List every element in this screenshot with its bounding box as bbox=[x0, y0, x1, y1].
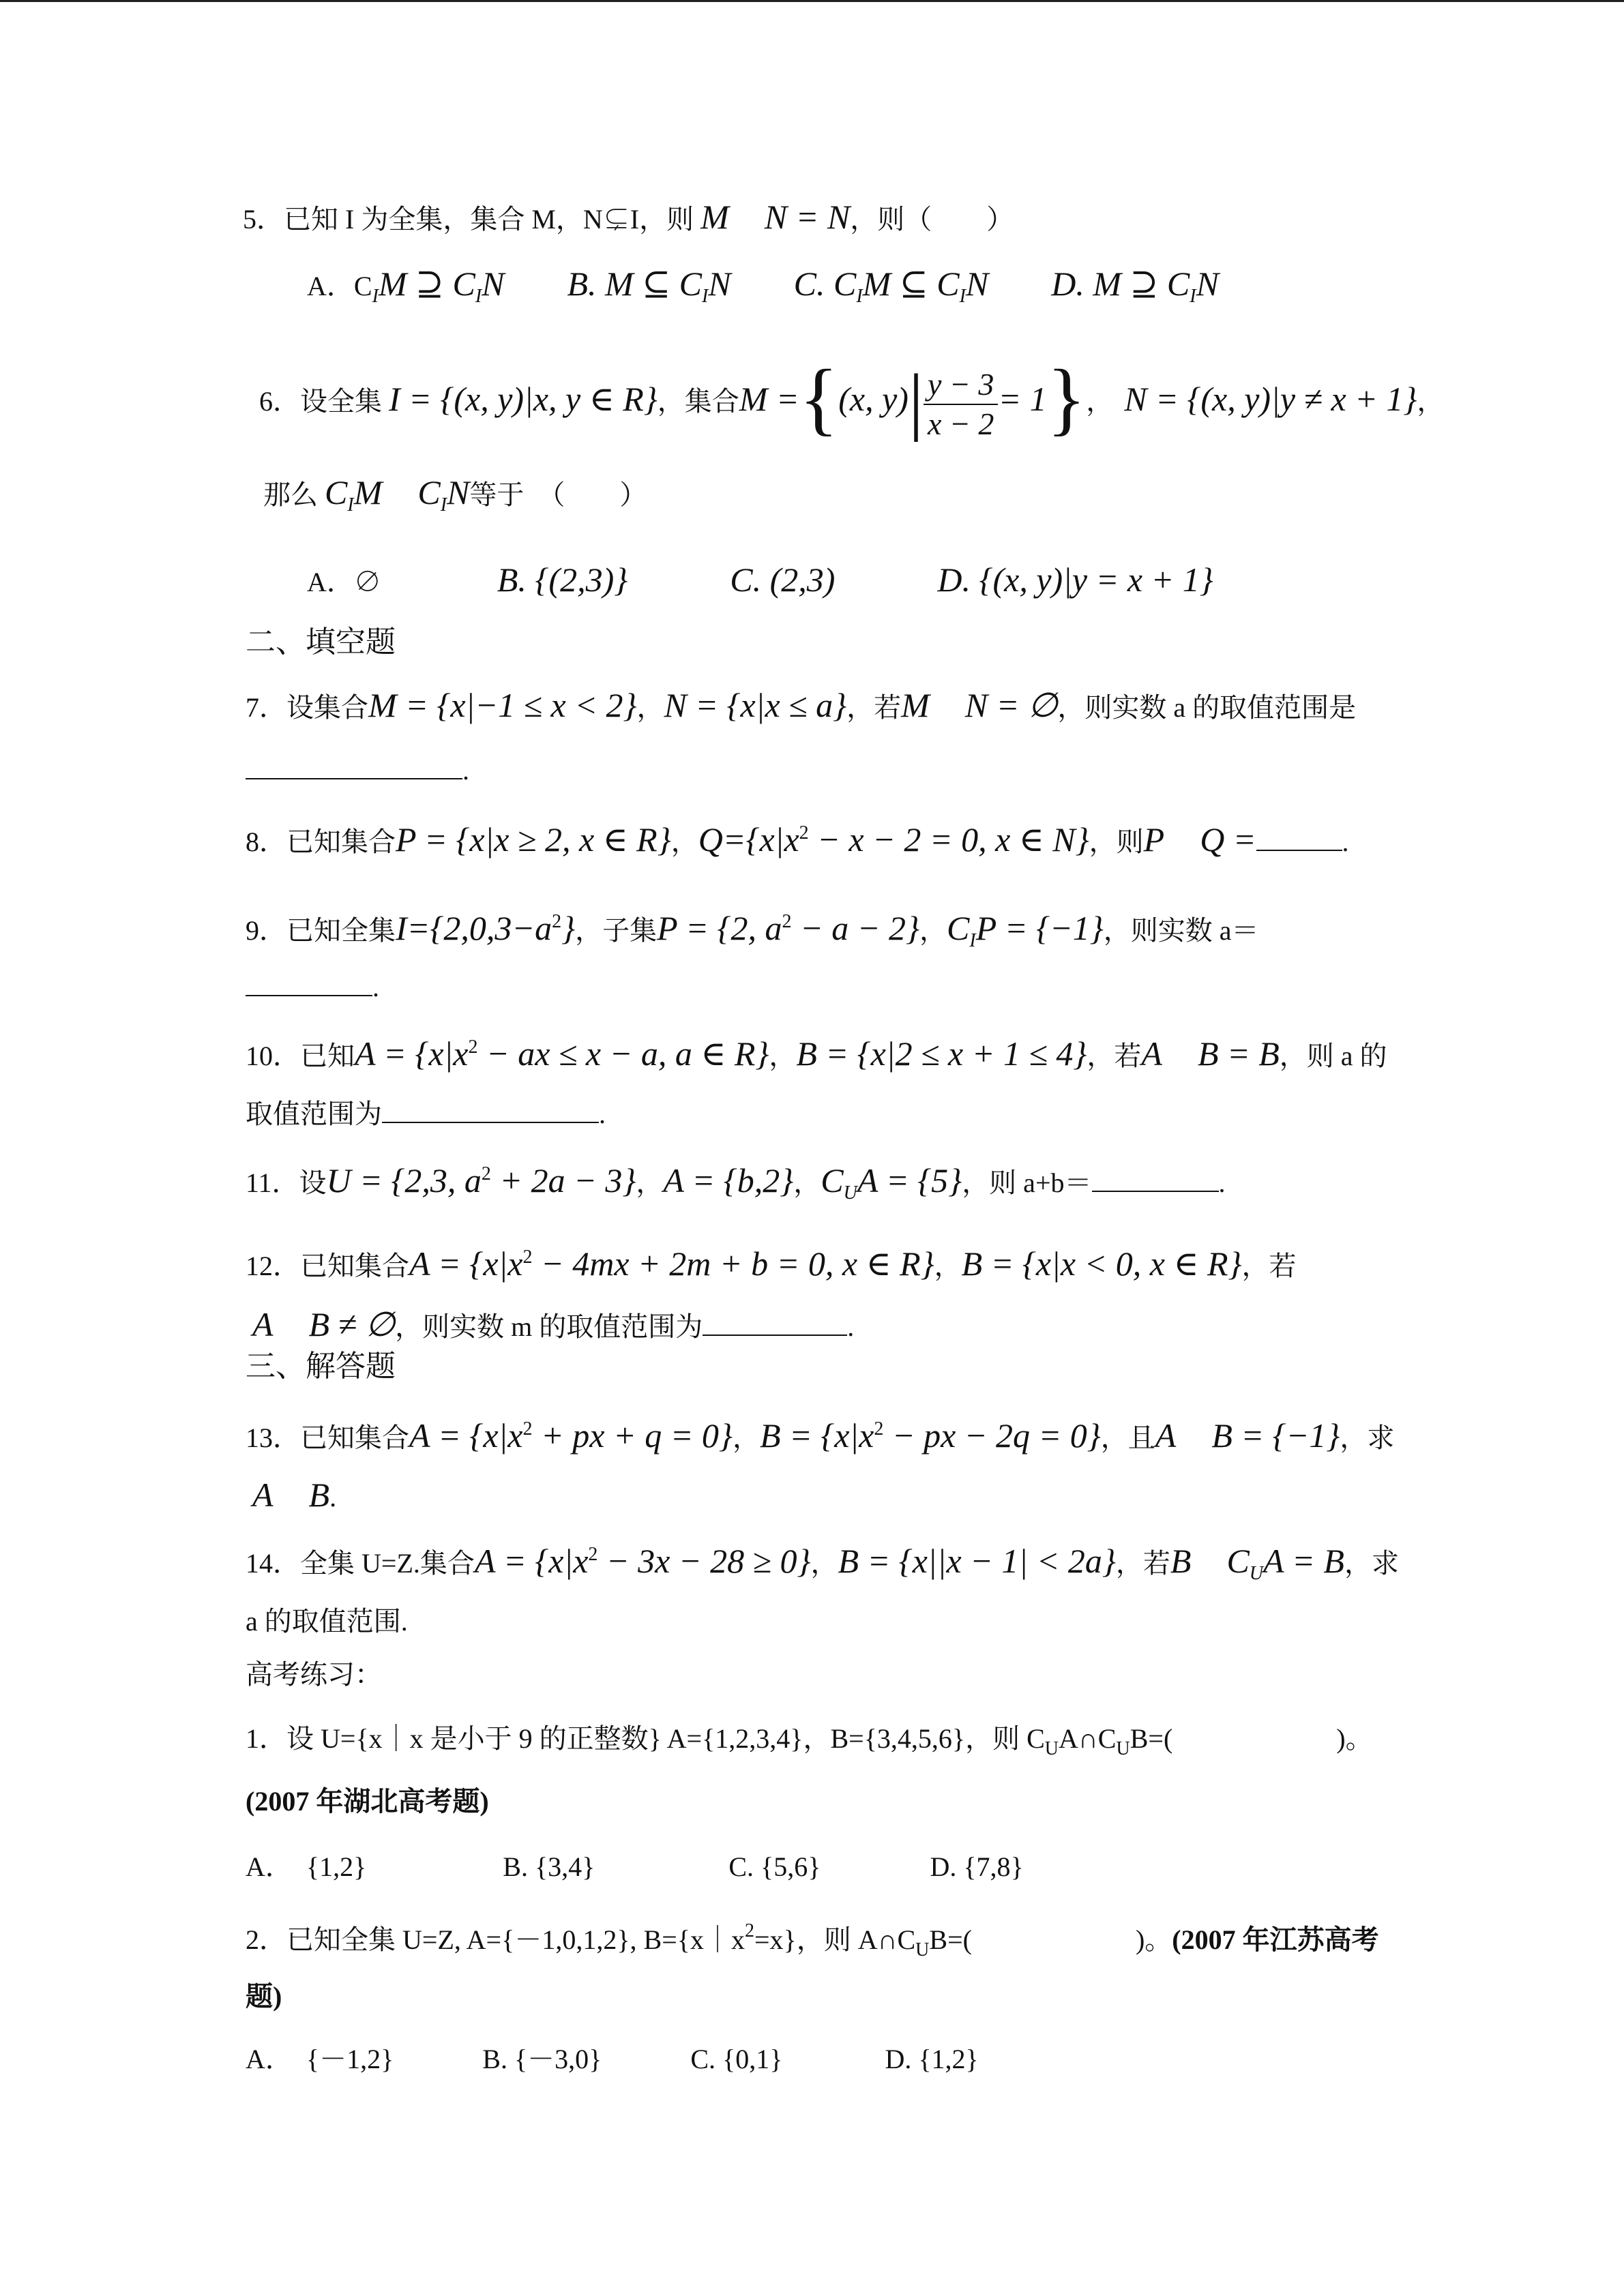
question-7-answer-line bbox=[246, 749, 469, 792]
separator: ， bbox=[810, 1548, 838, 1579]
separator: ， bbox=[769, 1041, 797, 1071]
question-12-text: 12．已知集合 bbox=[246, 1251, 409, 1281]
math-expression: B = B bbox=[1197, 1034, 1280, 1073]
math-expression: M bbox=[700, 198, 729, 236]
question-7-text: ，若 bbox=[846, 692, 902, 723]
superscript: 2 bbox=[874, 1418, 884, 1440]
gaokao-heading: 高考练习： bbox=[246, 1659, 382, 1690]
question-9-text: ，则实数 a＝ bbox=[1103, 915, 1259, 946]
subscript: I bbox=[969, 930, 976, 951]
separator: ， bbox=[919, 915, 947, 946]
question-6-stem: 6．设全集 I = {(x, y)|x, y ∈ R}，集合M ={(x, y)| $\frac{y - 3}{x - 2}$ = 1}， N = {(x, y)|y ≠ x + 1}， bbox=[259, 353, 1445, 444]
set-b: B = {x|2 ≤ x + 1 ≤ 4} bbox=[796, 1034, 1087, 1073]
math-expression: N = ∅ bbox=[964, 686, 1058, 724]
superscript: 2 bbox=[481, 1163, 491, 1184]
subscript: I bbox=[856, 286, 863, 307]
option-c: C. C bbox=[793, 265, 857, 303]
question-13-text: ，且 bbox=[1100, 1422, 1155, 1453]
separator: ， bbox=[793, 1167, 821, 1198]
math-expression: B bbox=[1170, 1542, 1192, 1580]
question-7-text: 7．设集合 bbox=[246, 692, 368, 723]
option-d-expr: N bbox=[1196, 265, 1219, 303]
option-a: A．C bbox=[307, 271, 372, 301]
math-expression: A bbox=[252, 1476, 274, 1514]
option-b-expr: N bbox=[708, 265, 731, 303]
option-c-expr: N bbox=[965, 265, 989, 303]
question-10-text: 取值范围为 bbox=[246, 1099, 382, 1129]
fraction: $\frac{y - 3}{x - 2}$ bbox=[924, 366, 998, 443]
gaokao-q2-options bbox=[246, 2038, 979, 2081]
question-10-text: 10．已知 bbox=[246, 1041, 355, 1071]
set-a: A = {b,2} bbox=[663, 1161, 794, 1199]
answer-blank[interactable] bbox=[1256, 822, 1342, 851]
set-p: − a − 2} bbox=[791, 909, 919, 947]
gaokao-q2-source-cont: 题) bbox=[246, 1981, 282, 2012]
complement-expression: C bbox=[821, 1161, 844, 1199]
period: . bbox=[329, 1482, 337, 1512]
answer-blank[interactable] bbox=[246, 968, 372, 996]
question-5-stem bbox=[243, 195, 1014, 241]
proper-subset-symbol: ⊊ bbox=[602, 204, 630, 235]
question-13-text: ，求 bbox=[1340, 1422, 1395, 1453]
separator: ， bbox=[1086, 386, 1114, 417]
math-expression: B bbox=[308, 1476, 330, 1514]
gaokao-question-2 bbox=[246, 1909, 1379, 1972]
question-14-text: ，若 bbox=[1115, 1548, 1170, 1579]
answer-blank[interactable] bbox=[1092, 1163, 1219, 1192]
option-d: D. {7,8} bbox=[930, 1851, 1024, 1882]
option-b: B. {－3,0} bbox=[482, 2044, 602, 2074]
option-a: A． {1,2} bbox=[246, 1851, 367, 1882]
superscript: 2 bbox=[744, 1920, 754, 1941]
period: . bbox=[1342, 826, 1349, 857]
period: . bbox=[372, 972, 379, 1002]
option-a-expr: N bbox=[482, 265, 505, 303]
set-a: A = {x|x bbox=[355, 1034, 469, 1073]
question-12-line2 bbox=[252, 1302, 854, 1349]
question-7-stem bbox=[246, 683, 1356, 730]
math-expression: A bbox=[1155, 1416, 1177, 1455]
question-6-line2: 那么 $C_IM$ $C_IN$等于 （ ） bbox=[263, 473, 647, 516]
set-m: M = bbox=[739, 380, 799, 419]
gaokao-q2-source: (2007 年江苏高考 bbox=[1172, 1924, 1379, 1955]
math-expression: C bbox=[325, 473, 348, 511]
set-q: ={x|x bbox=[722, 820, 799, 859]
answer-blank[interactable] bbox=[703, 1307, 847, 1336]
set-p: P = {2, a bbox=[657, 909, 782, 947]
complement-expression: P = {−1} bbox=[975, 909, 1104, 947]
question-6-options bbox=[307, 558, 1213, 604]
subscript: I bbox=[959, 286, 966, 307]
math-expression: N = N bbox=[764, 198, 851, 236]
gaokao-q1-text: 1．设 U={x｜x 是小于 9 的正整数} A={1,2,3,4}，B={3,4,5,6}，则 C bbox=[246, 1723, 1045, 1754]
option-d: D. M ⊇ C bbox=[1051, 265, 1190, 303]
separator: ， bbox=[670, 826, 698, 857]
answer-blank[interactable] bbox=[382, 1094, 599, 1123]
complement-expression: C bbox=[947, 909, 970, 947]
subscript: I bbox=[475, 286, 482, 307]
superscript: 2 bbox=[522, 1418, 533, 1440]
separator: ， bbox=[732, 1422, 760, 1453]
option-c: C. {5,6} bbox=[728, 1851, 821, 1882]
question-6-text: 等于 （ ） bbox=[469, 479, 647, 510]
set-q: Q bbox=[698, 820, 723, 859]
question-11-text: 11．设 bbox=[246, 1167, 327, 1198]
set-i: } bbox=[561, 909, 576, 947]
subscript: U bbox=[1249, 1563, 1264, 1584]
page-top-border bbox=[0, 0, 1624, 2]
superscript: 2 bbox=[552, 911, 562, 932]
question-8-stem bbox=[246, 811, 1349, 864]
question-9-answer-line bbox=[246, 966, 379, 1009]
separator: ， bbox=[636, 692, 664, 723]
set-n: N = {x|x ≤ a} bbox=[664, 686, 847, 724]
subscript: U bbox=[1116, 1738, 1130, 1759]
set-i: I={2,0,3−a bbox=[396, 909, 552, 947]
question-9-text: ，子集 bbox=[575, 915, 658, 946]
question-12-text: ，若 bbox=[1241, 1251, 1297, 1281]
question-14-stem bbox=[246, 1533, 1399, 1596]
set-a: A = {x|x bbox=[409, 1416, 523, 1455]
set-q: − x − 2 = 0, x ∈ N} bbox=[808, 820, 1089, 859]
question-14-text: 14．全集 U=Z.集合 bbox=[246, 1548, 475, 1579]
set-u: + 2a − 3} bbox=[490, 1161, 636, 1199]
superscript: 2 bbox=[799, 822, 809, 844]
option-d: D. {1,2} bbox=[885, 2044, 979, 2074]
set-b: − px − 2q = 0} bbox=[883, 1416, 1101, 1455]
set-m: (x, y) bbox=[838, 380, 909, 419]
question-7-text: ，则实数 a 的取值范围是 bbox=[1057, 692, 1357, 723]
math-expression: C bbox=[417, 473, 441, 511]
set-m: = 1 bbox=[998, 380, 1047, 419]
subscript: I bbox=[372, 286, 379, 307]
set-b: B = {x||x − 1| < 2a} bbox=[838, 1542, 1116, 1580]
question-6-text: 6．设全集 bbox=[259, 386, 382, 417]
option-c-expr: M ⊆ C bbox=[862, 265, 960, 303]
superscript: 2 bbox=[468, 1037, 478, 1058]
set-b: B = {x|x < 0, x ∈ R} bbox=[961, 1244, 1242, 1283]
math-expression: C bbox=[1226, 1542, 1250, 1580]
question-10-stem bbox=[246, 1026, 1387, 1078]
complement-expression: A = {5} bbox=[857, 1161, 962, 1199]
gaokao-q2-text: 2．已知全集 U=Z, A={－1,0,1,2}, B={x｜x bbox=[246, 1924, 745, 1955]
option-a: A． {－1,2} bbox=[246, 2044, 394, 2074]
math-expression: M bbox=[901, 686, 930, 724]
question-5-text: I，则 bbox=[630, 204, 694, 235]
question-12-text: ，则实数 m 的取值范围为 bbox=[395, 1311, 703, 1342]
question-14-line2: a 的取值范围. bbox=[246, 1606, 408, 1637]
set-a: − 4mx + 2m + b = 0, x ∈ R} bbox=[532, 1244, 934, 1283]
set-a: − 3x − 28 ≥ 0} bbox=[597, 1542, 811, 1580]
question-6-text: 那么 bbox=[263, 479, 318, 510]
question-13-text: 13．已知集合 bbox=[246, 1422, 409, 1453]
set-i: I = {(x, y)|x, y ∈ R} bbox=[389, 380, 658, 419]
option-c: C. (2,3) bbox=[730, 561, 836, 599]
separator: ， bbox=[934, 1251, 962, 1281]
option-a-expr: M ⊇ C bbox=[378, 265, 475, 303]
set-m: M = {x|−1 ≤ x < 2} bbox=[368, 686, 637, 724]
math-expression: N bbox=[447, 473, 470, 511]
question-12-stem bbox=[246, 1236, 1297, 1288]
math-expression: P bbox=[1143, 820, 1165, 859]
question-11-text: ，则 a+b＝ bbox=[962, 1167, 1092, 1198]
set-a: A = {x|x bbox=[474, 1542, 589, 1580]
subscript: U bbox=[843, 1182, 857, 1204]
math-expression: B ≠ ∅ bbox=[308, 1305, 396, 1343]
question-11-stem bbox=[246, 1152, 1226, 1215]
math-expression: Q = bbox=[1200, 820, 1256, 859]
question-9-text: 9．已知全集 bbox=[246, 915, 396, 946]
set-a: − ax ≤ x − a, a ∈ R} bbox=[477, 1034, 769, 1073]
question-5-options bbox=[307, 262, 1219, 318]
gaokao-q2-text: B=( )。 bbox=[929, 1924, 1172, 1955]
question-8-text: ，则 bbox=[1089, 826, 1144, 857]
option-b: B. {3,4} bbox=[503, 1851, 595, 1882]
section-heading-solve: 三、解答题 bbox=[246, 1350, 396, 1383]
question-10-text: ，若 bbox=[1087, 1041, 1142, 1071]
question-5-text: 5．已知 I 为全集，集合 M，N bbox=[243, 204, 603, 235]
question-14-text: ，求 bbox=[1344, 1548, 1399, 1579]
gaokao-q1-source: (2007 年湖北高考题) bbox=[246, 1786, 489, 1817]
set-p: P = {x|x ≥ 2, x ∈ R} bbox=[396, 820, 671, 859]
gaokao-q1-text: A∩C bbox=[1059, 1723, 1117, 1754]
subscript: I bbox=[701, 286, 709, 307]
subscript: U bbox=[915, 1939, 930, 1960]
set-a: A = {x|x bbox=[409, 1244, 523, 1283]
gaokao-question-1 bbox=[246, 1717, 1373, 1771]
set-a: + px + q = 0} bbox=[532, 1416, 733, 1455]
set-b: B = {x|x bbox=[759, 1416, 874, 1455]
question-8-text: 8．已知集合 bbox=[246, 826, 396, 857]
gaokao-q2-text: =x}，则 A∩C bbox=[754, 1924, 916, 1955]
gaokao-q1-text: B=( )。 bbox=[1130, 1723, 1373, 1754]
subscript: U bbox=[1044, 1738, 1059, 1759]
option-c: C. {0,1} bbox=[690, 2044, 783, 2074]
option-b: B. M ⊆ C bbox=[567, 265, 702, 303]
question-13-line2 bbox=[252, 1473, 336, 1519]
period: . bbox=[847, 1311, 855, 1342]
math-expression: B = {−1} bbox=[1211, 1416, 1340, 1455]
option-d: D. {(x, y)|y = x + 1} bbox=[937, 561, 1213, 599]
question-13-stem bbox=[246, 1407, 1394, 1460]
question-5-text: ，则（ ） bbox=[850, 204, 1014, 235]
set-n: N = {(x, y)|y ≠ x + 1} bbox=[1124, 380, 1417, 419]
period: . bbox=[1218, 1167, 1226, 1198]
gaokao-q1-options bbox=[246, 1845, 1024, 1889]
period: . bbox=[462, 755, 469, 786]
set-u: U = {2,3, a bbox=[326, 1161, 482, 1199]
question-6-text: ，集合 bbox=[657, 386, 739, 417]
section-heading-fill-blank: 二、填空题 bbox=[246, 625, 396, 659]
separator: ， bbox=[1417, 386, 1445, 417]
answer-blank[interactable] bbox=[246, 751, 462, 779]
superscript: 2 bbox=[588, 1544, 598, 1565]
period: . bbox=[599, 1099, 606, 1129]
superscript: 2 bbox=[782, 911, 792, 932]
superscript: 2 bbox=[522, 1247, 533, 1268]
math-expression: M bbox=[353, 473, 383, 511]
separator: ， bbox=[636, 1167, 664, 1198]
math-expression: A bbox=[252, 1305, 274, 1343]
option-a: A．∅ bbox=[307, 567, 381, 597]
question-9-stem bbox=[246, 900, 1259, 963]
question-10-line2 bbox=[246, 1092, 606, 1136]
math-expression: A = B bbox=[1263, 1542, 1344, 1580]
math-expression: A bbox=[1141, 1034, 1162, 1073]
question-10-text: ，则 a 的 bbox=[1279, 1041, 1387, 1071]
option-b: B. {(2,3)} bbox=[497, 561, 628, 599]
subscript: I bbox=[1190, 286, 1196, 307]
